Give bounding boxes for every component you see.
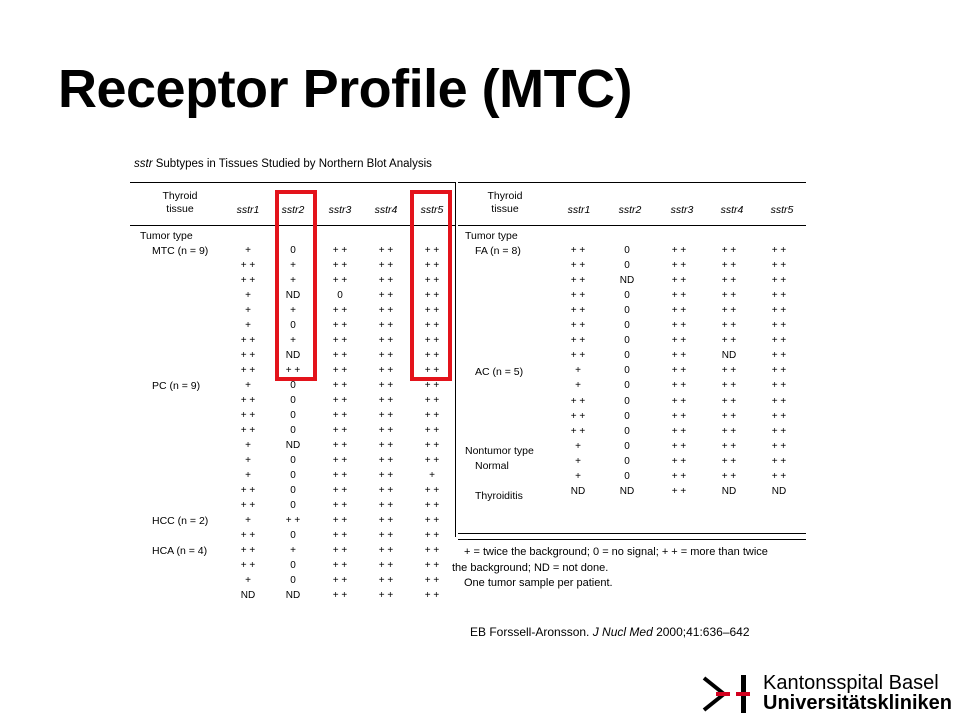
right-table-cell: + + <box>570 335 586 347</box>
right-table-cell: + <box>575 455 581 467</box>
left-table-cell: + + <box>378 515 394 526</box>
right-header-sstr3: sstr3 <box>670 204 694 216</box>
left-table-cell: 0 <box>290 410 296 421</box>
left-table-cell: + + <box>332 530 348 541</box>
left-table-cell: + + <box>424 320 440 331</box>
left-header-sstr2: sstr2 <box>281 204 305 216</box>
left-table-cell: + + <box>332 380 348 391</box>
group-label-normal: Normal <box>475 460 509 472</box>
right-header-sstr2: sstr2 <box>618 204 642 216</box>
right-table-cell: + + <box>671 470 687 482</box>
left-table-cell: + + <box>424 260 440 271</box>
left-table-cell: + + <box>424 350 440 361</box>
left-table-cell: + + <box>332 455 348 466</box>
left-table-cell: + + <box>424 545 440 556</box>
legend-line-2: the background; ND = not done. <box>452 561 609 574</box>
highlight-box-sstr2 <box>275 190 317 381</box>
right-table-cell: + + <box>771 365 787 377</box>
left-table-cell: + + <box>332 275 348 286</box>
left-table-cell: + + <box>424 425 440 436</box>
left-table-cell: + + <box>424 500 440 511</box>
right-table-cell: + + <box>721 335 737 347</box>
table-legend <box>452 545 768 592</box>
left-table-cell: + + <box>240 350 256 361</box>
left-table-cell: + + <box>332 335 348 346</box>
right-table-cell: 0 <box>624 350 630 362</box>
group-label-thyroiditis: Thyroiditis <box>475 490 523 502</box>
left-table-cell: + + <box>378 305 394 316</box>
right-table-cell: 0 <box>624 440 630 452</box>
right-table-cell: + + <box>671 455 687 467</box>
left-table-cell: + + <box>424 275 440 286</box>
left-table-cell: + + <box>332 350 348 361</box>
right-table-cell: + + <box>671 380 687 392</box>
left-table-cell: + + <box>378 425 394 436</box>
left-table-cell: + + <box>332 545 348 556</box>
left-table-cell: + + <box>378 500 394 511</box>
left-table-cell: + <box>290 275 296 286</box>
right-table-cell: + <box>575 440 581 452</box>
right-table-cell: + <box>575 380 581 392</box>
left-table-cell: + + <box>378 485 394 496</box>
right-table-cell: + + <box>721 380 737 392</box>
right-table-cell: + + <box>671 395 687 407</box>
left-table-cell: + + <box>378 350 394 361</box>
right-table-cell: + + <box>721 365 737 377</box>
left-table-cell: + + <box>332 260 348 271</box>
left-table-cell: 0 <box>290 320 296 331</box>
right-table-cell: + + <box>671 425 687 437</box>
right-table-cell: + + <box>771 395 787 407</box>
left-table-cell: + + <box>240 485 256 496</box>
left-table-cell: + + <box>378 410 394 421</box>
left-table-cell: + + <box>240 395 256 406</box>
right-table-cell: + + <box>721 290 737 302</box>
right-table-cell: + + <box>570 350 586 362</box>
right-table-cell: + + <box>771 290 787 302</box>
right-table-cell: 0 <box>624 245 630 256</box>
left-table-cell: + + <box>240 560 256 571</box>
left-table-cell: + + <box>332 320 348 331</box>
citation-details: 2000;41:636–642 <box>652 625 750 639</box>
left-table-cell: + + <box>424 365 440 376</box>
right-table-cell: + + <box>721 320 737 332</box>
right-table-cell: + + <box>721 470 737 482</box>
right-table-cell: + + <box>771 320 787 332</box>
left-table-cell: + <box>245 470 251 481</box>
right-table-cell: 0 <box>624 305 630 317</box>
left-table-cell: + + <box>378 290 394 301</box>
group-label-fa: FA (n = 8) <box>475 245 521 257</box>
right-table-cell: + + <box>671 485 687 497</box>
right-table-cell: ND <box>619 485 635 497</box>
left-table-cell: + + <box>424 455 440 466</box>
left-table-cell: + + <box>424 410 440 421</box>
right-header-tissue <box>465 190 545 216</box>
caption-italic: sstr <box>134 158 153 170</box>
group-label-pc: PC (n = 9) <box>152 380 201 392</box>
left-table-cell: + + <box>332 515 348 526</box>
left-table-cell: + + <box>378 245 394 256</box>
left-table-cell: ND <box>240 590 256 601</box>
left-table-cell: + + <box>240 335 256 346</box>
left-table-cell: ND <box>285 590 301 601</box>
slide-title: Receptor Profile (MTC) <box>58 59 633 119</box>
right-section-nontumor-type: Nontumor type <box>465 445 534 457</box>
left-table-cell: + + <box>240 500 256 511</box>
left-table-cell: + <box>290 260 296 271</box>
left-table-cell: + + <box>285 365 301 376</box>
right-table-cell: + + <box>771 440 787 452</box>
right-table-cell: + + <box>570 410 586 422</box>
right-table-cell: + + <box>771 335 787 347</box>
left-table-cell: + <box>245 455 251 466</box>
left-table-cell: + + <box>378 530 394 541</box>
left-table-cell: + + <box>424 245 440 256</box>
left-table-cell: 0 <box>290 575 296 586</box>
right-table-cell: ND <box>771 485 787 497</box>
right-table-cell: + + <box>771 425 787 437</box>
right-header-tissue-line1: Thyroid <box>487 190 523 202</box>
right-table-cell: 0 <box>624 395 630 407</box>
left-table-cell: + + <box>378 335 394 346</box>
left-table-cell: + + <box>240 545 256 556</box>
left-table-cell: 0 <box>290 425 296 436</box>
left-table-cell: 0 <box>290 395 296 406</box>
right-table-cell: + + <box>671 365 687 377</box>
left-table-cell: + <box>245 320 251 331</box>
right-table-cell: + + <box>671 350 687 362</box>
left-table-cell: + + <box>285 515 301 526</box>
group-label-hca: HCA (n = 4) <box>152 545 208 557</box>
right-table-cell: 0 <box>624 455 630 467</box>
left-table-cell: + + <box>378 260 394 271</box>
left-table-cell: + <box>245 440 251 451</box>
right-table-cell: 0 <box>624 335 630 347</box>
right-table-cell: ND <box>721 350 737 362</box>
right-table-cell: + + <box>570 275 586 287</box>
left-table-cell: + + <box>378 440 394 451</box>
right-table-cell: + <box>575 470 581 482</box>
left-table-cell: + + <box>424 485 440 496</box>
table-divider <box>455 182 456 537</box>
right-header-sstr5: sstr5 <box>770 204 794 216</box>
left-header-tissue <box>140 190 220 216</box>
group-label-ac: AC (n = 5) <box>475 366 524 378</box>
right-header-sstr1: sstr1 <box>567 204 591 216</box>
left-table-cell: + + <box>378 470 394 481</box>
left-table-cell: + + <box>332 500 348 511</box>
right-table-cell: ND <box>619 275 635 287</box>
right-table-cell: + + <box>570 290 586 302</box>
right-table-cell: + + <box>671 245 687 256</box>
left-table-cell: + <box>290 335 296 346</box>
left-table-cell: + + <box>332 590 348 601</box>
right-table-cell: + + <box>721 395 737 407</box>
right-table-cell: + + <box>671 290 687 302</box>
left-table-cell: + + <box>332 440 348 451</box>
left-header-sstr4: sstr4 <box>374 204 398 216</box>
caption-text: Subtypes in Tissues Studied by Northern Blot Analysis <box>152 158 432 170</box>
left-table-cell: 0 <box>290 485 296 496</box>
left-table-cell: + + <box>332 410 348 421</box>
right-table-cell: + + <box>771 350 787 362</box>
right-table-cell: ND <box>570 485 586 497</box>
right-table-cell: + + <box>771 470 787 482</box>
left-table-cell: + + <box>424 515 440 526</box>
highlight-box-sstr5 <box>410 190 452 381</box>
left-table-cell: + + <box>240 260 256 271</box>
left-table-cell: + + <box>332 395 348 406</box>
right-table-cell: + + <box>771 455 787 467</box>
left-table-cell: + + <box>424 395 440 406</box>
left-table-cell: + + <box>332 575 348 586</box>
left-table-cell: + + <box>378 365 394 376</box>
right-table-cell: + + <box>771 410 787 422</box>
right-table-cell: + + <box>671 335 687 347</box>
left-table-cell: + + <box>332 365 348 376</box>
table-caption <box>134 158 432 170</box>
group-label-hcc: HCC (n = 2) <box>152 515 209 527</box>
left-table-cell: + + <box>424 530 440 541</box>
right-table-cell: + + <box>570 260 586 272</box>
right-table-cell: + + <box>721 410 737 422</box>
left-table-cell: + + <box>378 380 394 391</box>
left-table-cell: + <box>245 380 251 391</box>
right-table-cell: + + <box>570 305 586 317</box>
left-table-cell: ND <box>285 440 301 451</box>
right-table-cell: + + <box>671 275 687 287</box>
left-table-cell: + + <box>424 560 440 571</box>
right-table-cell: + + <box>570 320 586 332</box>
right-bottom-rule <box>458 533 806 534</box>
left-table-cell: + <box>245 245 251 256</box>
left-table-cell: 0 <box>290 470 296 481</box>
right-header-rule <box>458 225 806 226</box>
right-legend-rule <box>458 539 806 540</box>
right-table-cell: ND <box>721 485 737 497</box>
right-table-cell: + + <box>671 260 687 272</box>
right-table-cell: 0 <box>624 365 630 377</box>
right-section-tumor-type: Tumor type <box>465 230 518 242</box>
left-header-sstr3: sstr3 <box>328 204 352 216</box>
right-table-cell: + + <box>771 305 787 317</box>
right-table-cell: + + <box>721 440 737 452</box>
left-table-cell: + + <box>424 590 440 601</box>
left-table-cell: + + <box>332 245 348 256</box>
right-table-cell: + + <box>721 275 737 287</box>
right-table-cell: + + <box>721 305 737 317</box>
left-table-cell: + + <box>332 485 348 496</box>
left-section-tumor-type: Tumor type <box>140 230 193 242</box>
left-table-cell: + + <box>424 380 440 391</box>
right-header-sstr4: sstr4 <box>720 204 744 216</box>
left-table-cell: + <box>245 305 251 316</box>
legend-line-1: + = twice the background; 0 = no signal; + + = more than twice <box>464 546 768 558</box>
left-table-cell: + + <box>240 275 256 286</box>
left-table-cell: 0 <box>290 530 296 541</box>
left-table-cell: + + <box>378 560 394 571</box>
left-table-cell: 0 <box>290 380 296 391</box>
left-table-cell: + + <box>424 575 440 586</box>
right-table-cell: 0 <box>624 410 630 422</box>
right-table-cell: + + <box>570 245 586 256</box>
right-table-cell: + + <box>771 380 787 392</box>
left-table-cell: 0 <box>290 500 296 511</box>
left-table-cell: + + <box>240 425 256 436</box>
right-table-cell: + + <box>671 440 687 452</box>
right-table-cell: + + <box>721 455 737 467</box>
left-table-cell: + + <box>332 425 348 436</box>
left-table-cell: 0 <box>337 290 343 301</box>
right-table-cell: + + <box>570 395 586 407</box>
left-table-cell: + + <box>332 305 348 316</box>
left-table-cell: 0 <box>290 455 296 466</box>
left-table-cell: + + <box>378 545 394 556</box>
left-header-tissue-line1: Thyroid <box>162 190 198 202</box>
right-table-cell: 0 <box>624 260 630 272</box>
left-top-rule <box>130 182 455 183</box>
right-header-tissue-line2: tissue <box>491 203 519 215</box>
right-table-cell: + + <box>771 260 787 272</box>
right-table-cell: + + <box>771 245 787 256</box>
right-table-cell: + + <box>671 305 687 317</box>
right-table-cell: + + <box>721 260 737 272</box>
left-table-cell: + + <box>332 560 348 571</box>
left-table-cell: + + <box>424 440 440 451</box>
right-table-cell: + + <box>671 410 687 422</box>
left-table-cell: ND <box>285 350 301 361</box>
left-table-cell: 0 <box>290 560 296 571</box>
citation <box>470 625 750 639</box>
left-table-cell: + + <box>424 305 440 316</box>
left-table-cell: + <box>245 575 251 586</box>
right-table-cell: + + <box>721 425 737 437</box>
left-table-cell: + + <box>378 455 394 466</box>
left-table-cell: + + <box>424 335 440 346</box>
left-table-cell: 0 <box>290 245 296 256</box>
left-table-cell: + + <box>332 470 348 481</box>
left-table-cell: + + <box>378 590 394 601</box>
left-table-cell: + <box>429 470 435 481</box>
left-table-cell: + <box>290 545 296 556</box>
left-table-cell: + + <box>240 365 256 376</box>
left-table-cell: + + <box>240 530 256 541</box>
left-table-cell: + + <box>378 395 394 406</box>
legend-line-3: One tumor sample per patient. <box>464 577 613 589</box>
left-table-cell: + <box>290 305 296 316</box>
group-label-mtc: MTC (n = 9) <box>152 245 209 257</box>
left-table-cell: + + <box>378 275 394 286</box>
left-table-cell: + + <box>424 290 440 301</box>
right-table-cell: 0 <box>624 320 630 332</box>
right-table-cell: + <box>575 365 581 377</box>
left-table-cell: + + <box>378 320 394 331</box>
right-table-cell: 0 <box>624 380 630 392</box>
right-table-cell: + + <box>771 275 787 287</box>
right-table-cell: 0 <box>624 470 630 482</box>
right-table-cell: + + <box>721 245 737 256</box>
right-table-cell: 0 <box>624 290 630 302</box>
left-header-sstr1: sstr1 <box>236 204 260 216</box>
citation-author: EB Forssell-Aronsson. <box>470 625 593 639</box>
left-table-cell: + + <box>240 410 256 421</box>
right-table-cell: 0 <box>624 425 630 437</box>
left-table-cell: + + <box>378 575 394 586</box>
left-table-cell: + <box>245 515 251 526</box>
logo-line-2: Universitätskliniken <box>763 692 952 714</box>
left-header-tissue-line2: tissue <box>166 203 194 215</box>
right-top-rule <box>458 182 806 183</box>
left-table-cell: ND <box>285 290 301 301</box>
right-table-cell: + + <box>671 320 687 332</box>
left-header-sstr5: sstr5 <box>420 204 444 216</box>
logo-line-1: Kantonsspital Basel <box>763 672 939 694</box>
citation-journal: J Nucl Med <box>592 625 653 639</box>
left-table-cell: + <box>245 290 251 301</box>
right-table-cell: + + <box>570 425 586 437</box>
